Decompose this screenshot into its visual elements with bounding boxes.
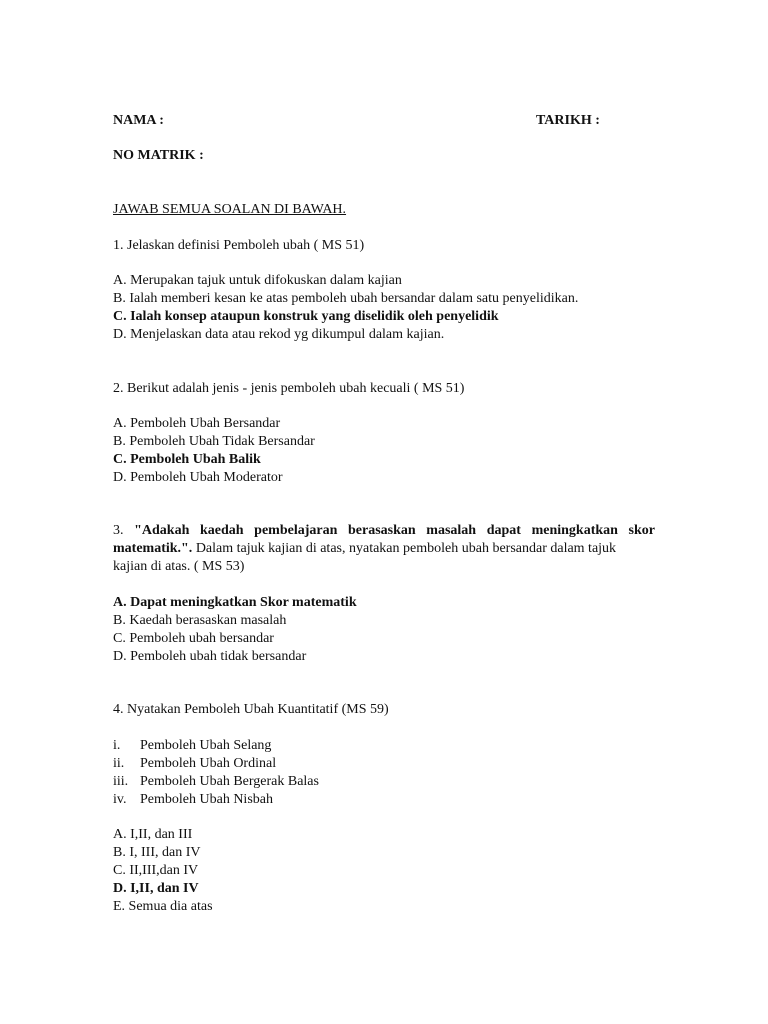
q1-option-a: A. Merupakan tajuk untuk difokuskan dalam kajian [113, 273, 402, 288]
q4-item-text: Pemboleh Ubah Ordinal [140, 756, 277, 771]
question-2: 2. Berikut adalah jenis - jenis pemboleh ubah kecuali ( MS 51) [113, 381, 465, 396]
q4-item-text: Pemboleh Ubah Selang [140, 738, 272, 753]
instruction-heading: JAWAB SEMUA SOALAN DI BAWAH. [113, 202, 347, 217]
question-3-line-1 [113, 522, 655, 540]
q4-option-d-answer: D. I,II, dan IV [113, 881, 199, 896]
q2-option-c-answer: C. Pemboleh Ubah Balik [113, 452, 261, 467]
matrik-label: NO MATRIK : [113, 148, 204, 163]
q1-option-b: B. Ialah memberi kesan ke atas pemboleh ubah bersandar dalam satu penyelidikan. [113, 291, 579, 306]
question-3-quote-part-1: "Adakah kaedah pembelajaran berasaskan masalah dapat meningkatkan skor [134, 523, 655, 538]
question-3 [113, 522, 655, 576]
q4-option-e: E. Semua dia atas [113, 899, 213, 914]
q2-option-a: A. Pemboleh Ubah Bersandar [113, 416, 281, 431]
question-3-quote-part-2: matematik.". [113, 541, 193, 556]
q4-item-number: iv. [113, 792, 127, 807]
nama-label: NAMA : [113, 113, 164, 128]
q4-item-number: i. [113, 738, 121, 753]
q4-item [113, 791, 273, 809]
question-3-line-2 [113, 540, 655, 558]
q4-item-text: Pemboleh Ubah Nisbah [140, 792, 273, 807]
question-3-number: 3. [113, 523, 135, 538]
q4-item-number: ii. [113, 756, 125, 771]
q4-item [113, 737, 271, 755]
question-3-line-3: kajian di atas. ( MS 53) [113, 559, 245, 574]
q4-item [113, 755, 276, 773]
question-1: 1. Jelaskan definisi Pemboleh ubah ( MS 51) [113, 238, 365, 253]
q2-option-b: B. Pemboleh Ubah Tidak Bersandar [113, 434, 315, 449]
q2-option-d: D. Pemboleh Ubah Moderator [113, 470, 283, 485]
q3-option-c: C. Pemboleh ubah bersandar [113, 631, 274, 646]
q4-item [113, 773, 319, 791]
q3-option-b: B. Kaedah berasaskan masalah [113, 613, 287, 628]
q4-option-a: A. I,II, dan III [113, 827, 193, 842]
q4-option-b: B. I, III, dan IV [113, 845, 201, 860]
q4-option-c: C. II,III,dan IV [113, 863, 199, 878]
q4-item-number: iii. [113, 774, 129, 789]
question-3-text: Dalam tajuk kajian di atas, nyatakan pemboleh ubah bersandar dalam tajuk [192, 541, 617, 556]
question-4: 4. Nyatakan Pemboleh Ubah Kuantitatif (MS 59) [113, 702, 389, 717]
q3-option-a-answer: A. Dapat meningkatkan Skor matematik [113, 595, 357, 610]
tarikh-label: TARIKH : [536, 113, 600, 128]
q3-option-d: D. Pemboleh ubah tidak bersandar [113, 649, 307, 664]
q4-item-text: Pemboleh Ubah Bergerak Balas [140, 774, 319, 789]
q1-option-d: D. Menjelaskan data atau rekod yg dikumpul dalam kajian. [113, 327, 445, 342]
q1-option-c-answer: C. Ialah konsep ataupun konstruk yang diselidik oleh penyelidik [113, 309, 499, 324]
